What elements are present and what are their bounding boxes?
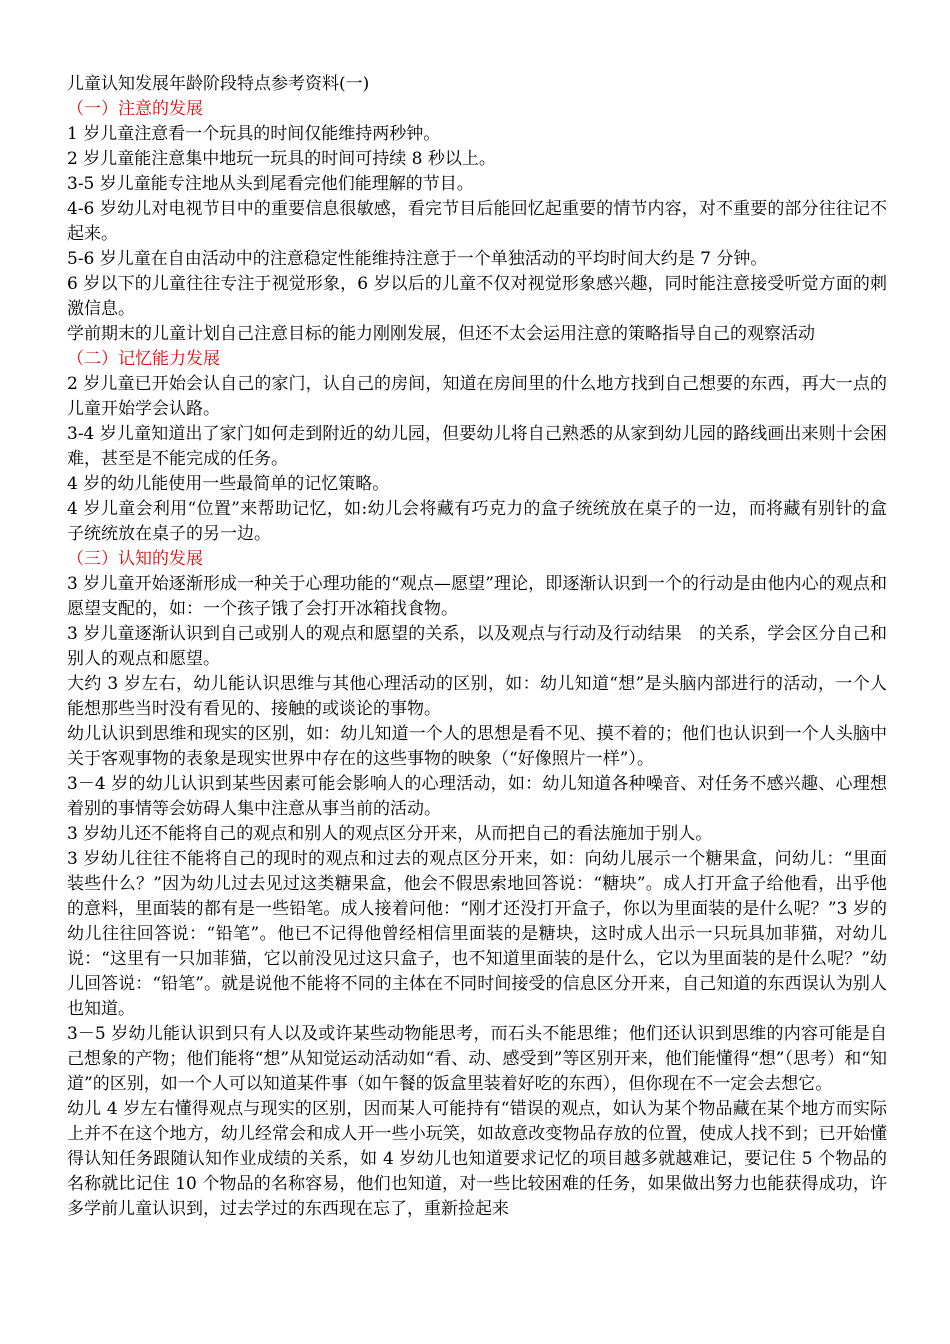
document-page <box>67 72 887 1222</box>
document-title: 儿童认知发展年龄阶段特点参考资料(一) <box>67 74 370 94</box>
paragraph: 2 岁儿童能注意集中地玩一玩具的时间可持续 8 秒以上。 <box>67 149 496 169</box>
paragraph: 3－5 岁幼儿能认识到只有人以及或许某些动物能思考，而石头不能思维；他们还认识到思维的内容可能是自己想象的产物；他们能将“想”从知觉运动活动如“看、动、感受到”等区别开来，他们能懂得“想”（思考）和“知道”的区别，如一个人可以知道某件事（如午餐的饭盒里装着好吃的东西），但你现在不一定会去想它。 <box>67 1024 887 1094</box>
paragraph: 幼儿 4 岁左右懂得观点与现实的区别，因而某人可能持有“错误的观点，如认为某个物品藏在某个地方而实际上并不在这个地方，幼儿经常会和成人开一些小玩笑，如故意改变物品存放的位置，使成人找不到；已开始懂得认知任务跟随认知作业成绩的关系，如 4 岁幼儿也知道要求记忆的项目越多就越难记，要记住 5 个物品的名称就比记住 10 个物品的名称容易，他们也知道，对一些比较困难的任务，如果做出努力也能获得成功，许多学前儿童认识到，过去学过的东西现在忘了，重新捡起来 <box>67 1099 887 1219</box>
section-heading-memory: （二）记忆能力发展 <box>67 349 220 369</box>
paragraph: 4 岁儿童会利用“位置”来帮助记忆，如:幼儿会将藏有巧克力的盒子统统放在桌子的一边，而将藏有别针的盒子统统放在桌子的另一边。 <box>67 499 887 544</box>
paragraph: 2 岁儿童已开始会认自己的家门，认自己的房间，知道在房间里的什么地方找到自己想要的东西，再大一点的儿童开始学会认路。 <box>67 374 887 419</box>
paragraph: 3-5 岁儿童能专注地从头到尾看完他们能理解的节目。 <box>67 174 474 194</box>
paragraph: 3-4 岁儿童知道出了家门如何走到附近的幼儿园，但要幼儿将自己熟悉的从家到幼儿园的路线画出来则十会困难，甚至是不能完成的任务。 <box>67 424 887 469</box>
section-heading-cognition: （三）认知的发展 <box>67 549 203 569</box>
paragraph: 5-6 岁儿童在自由活动中的注意稳定性能维持注意于一个单独活动的平均时间大约是 7 分钟。 <box>67 249 768 269</box>
paragraph: 幼儿认识到思维和现实的区别，如：幼儿知道一个人的思想是看不见、摸不着的；他们也认识到一个人头脑中关于客观事物的表象是现实世界中存在的这些事物的映象（“好像照片一样”）。 <box>67 724 887 769</box>
paragraph: 3 岁儿童逐渐认识到自己或别人的观点和愿望的关系，以及观点与行动及行动结果 的关系，学会区分自己和别人的观点和愿望。 <box>67 624 887 669</box>
paragraph: 大约 3 岁左右，幼儿能认识思维与其他心理活动的区别，如：幼儿知道“想”是头脑内部进行的活动，一个人能想那些当时没有看见的、接触的或谈论的事物。 <box>67 674 887 719</box>
paragraph: 3－4 岁的幼儿认识到某些因素可能会影响人的心理活动，如：幼儿知道各种噪音、对任务不感兴趣、心理想着别的事情等会妨碍人集中注意从事当前的活动。 <box>67 774 887 819</box>
paragraph: 4-6 岁幼儿对电视节目中的重要信息很敏感，看完节目后能回忆起重要的情节内容，对不重要的部分往往记不起来。 <box>67 199 887 244</box>
paragraph: 学前期末的儿童计划自己注意目标的能力刚刚发展，但还不太会运用注意的策略指导自己的观察活动 <box>67 324 815 344</box>
paragraph: 6 岁以下的儿童往往专注于视觉形象，6 岁以后的儿童不仅对视觉形象感兴趣，同时能注意接受听觉方面的刺激信息。 <box>67 274 887 319</box>
paragraph: 4 岁的幼儿能使用一些最简单的记忆策略。 <box>67 474 390 494</box>
paragraph: 3 岁儿童开始逐渐形成一种关于心理功能的“观点—愿望”理论，即逐渐认识到一个的行动是由他内心的观点和愿望支配的，如：一个孩子饿了会打开冰箱找食物。 <box>67 574 887 619</box>
paragraph: 3 岁幼儿往往不能将自己的现时的观点和过去的观点区分开来，如：向幼儿展示一个糖果盒，问幼儿：“里面装些什么？”因为幼儿过去见过这类糖果盒，他会不假思索地回答说：“糖块”。成人打开盒子给他看，出乎他的意料，里面装的都有是一些铅笔。成人接着问他：“刚才还没打开盒子，你以为里面装的是什么呢？”3 岁的幼儿往往回答说：“铅笔”。他已不记得他曾经相信里面装的是糖块，这时成人出示一只玩具加菲猫，对幼儿说：“这里有一只加菲猫，它以前没见过这只盒子，也不知道里面装的是什么，它以为里面装的是什么呢？”幼儿回答说：“铅笔”。就是说他不能将不同的主体在不同时间接受的信息区分开来，自己知道的东西误认为别人也知道。 <box>67 849 887 1019</box>
paragraph: 1 岁儿童注意看一个玩具的时间仅能维持两秒钟。 <box>67 124 441 144</box>
section-heading-attention: （一）注意的发展 <box>67 99 203 119</box>
paragraph: 3 岁幼儿还不能将自己的观点和别人的观点区分开来，从而把自己的看法施加于别人。 <box>67 824 713 844</box>
